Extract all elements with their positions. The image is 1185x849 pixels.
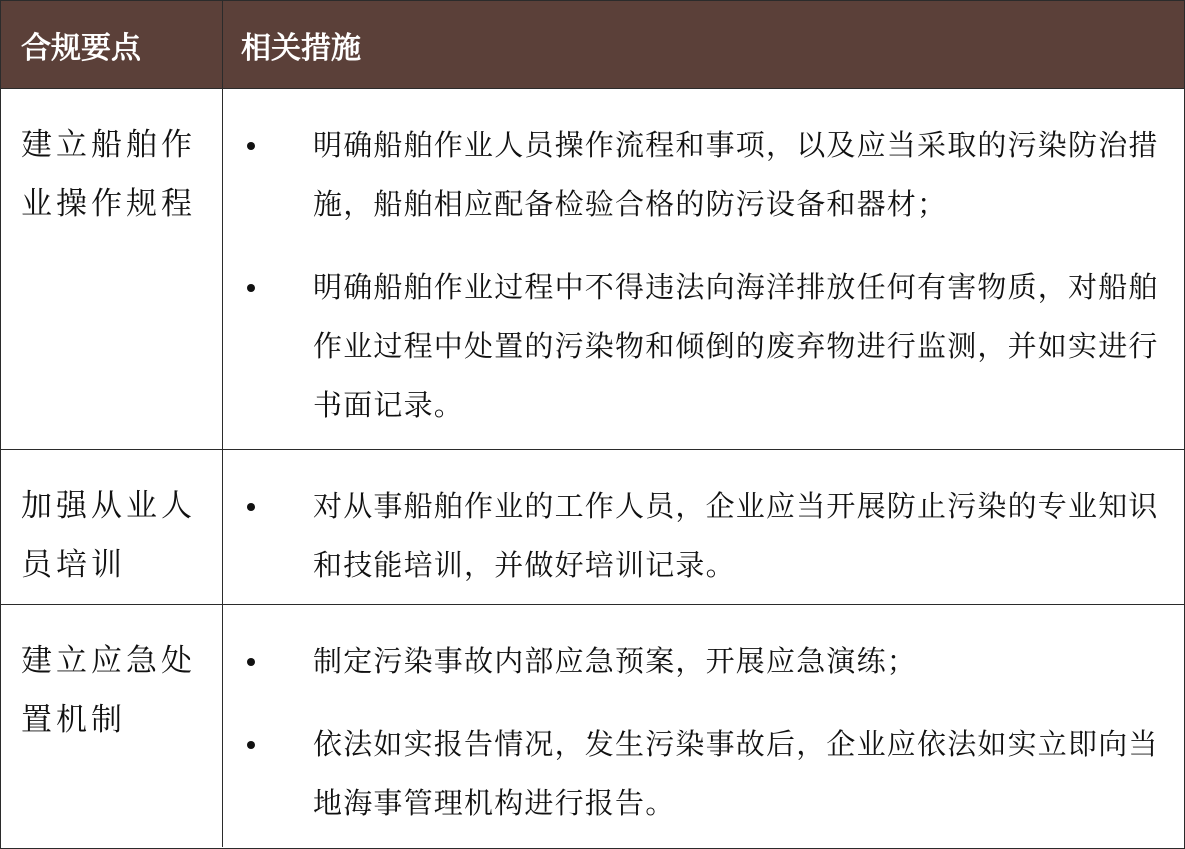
bullet-icon [241, 477, 313, 595]
header-related-measures: 相关措施 [241, 30, 361, 66]
list-item [241, 258, 1166, 435]
list-item [241, 715, 1166, 833]
table-row [1, 89, 1184, 450]
measures-list [223, 450, 1184, 604]
measure-text: 明确船舶作业人员操作流程和事项，以及应当采取的污染防治措施，船舶相应配备检验合格的防污设备和器材； [313, 128, 1159, 221]
table-row [1, 605, 1184, 847]
bullet-icon [241, 116, 313, 234]
measure-text: 明确船舶作业过程中不得违法向海洋排放任何有害物质，对船舶作业过程中处置的污染物和倾倒的废弃物进行监测，并如实进行书面记录。 [313, 270, 1159, 422]
table-row [1, 450, 1184, 605]
compliance-point: 建立应急处置机制 [1, 605, 223, 847]
list-item [241, 632, 1166, 691]
bullet-icon [241, 715, 313, 833]
table-header [1, 1, 1184, 89]
measure-text: 制定污染事故内部应急预案，开展应急演练； [313, 644, 918, 678]
measures-list [223, 605, 1184, 847]
bullet-icon [241, 632, 313, 691]
compliance-point: 建立船舶作业操作规程 [1, 89, 223, 449]
measures-list [223, 89, 1184, 449]
bullet-icon [241, 258, 313, 435]
list-item [241, 116, 1166, 234]
measure-text: 对从事船舶作业的工作人员，企业应当开展防止污染的专业知识和技能培训，并做好培训记录。 [313, 489, 1159, 582]
measure-text: 依法如实报告情况，发生污染事故后，企业应依法如实立即向当地海事管理机构进行报告。 [313, 727, 1159, 820]
list-item [241, 477, 1166, 595]
header-compliance-point: 合规要点 [1, 1, 223, 88]
compliance-point: 加强从业人员培训 [1, 450, 223, 604]
